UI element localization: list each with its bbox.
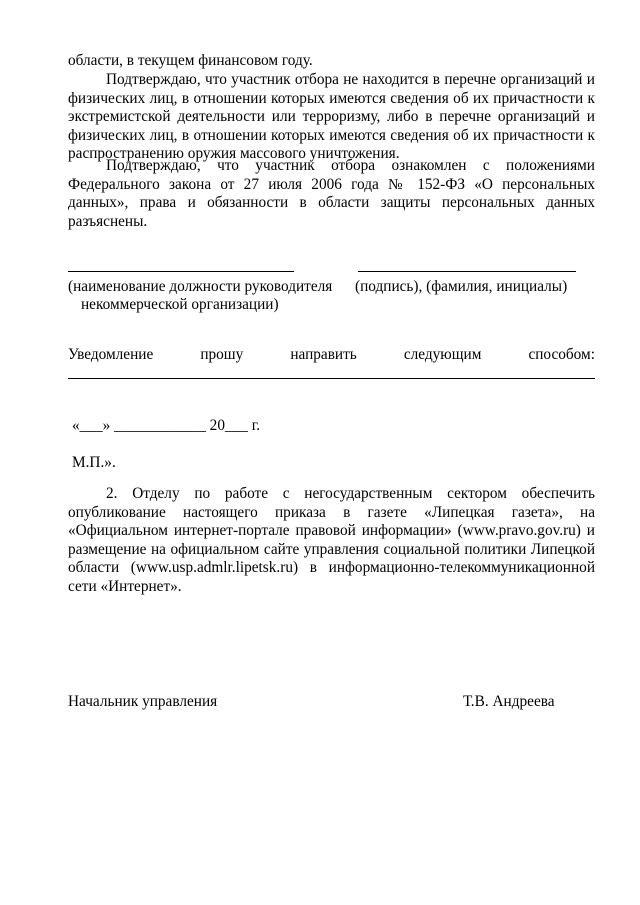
notification-word: следующим: [403, 346, 482, 363]
position-caption: (наименование должности руководителя: [68, 278, 333, 295]
head-name: Т.В. Андреева: [463, 693, 555, 710]
paragraph-extremism-confirmation: Подтверждаю, что участник отбора не находится в перечне организаций и физических лиц, в отношении которых имеются сведения об их причастности к экстремистской деятельности или терроризму, либо в перечне организаций и физических лиц, в отношении которых имеются сведения об их причастности к распространению оружия массового уничтожения.: [68, 71, 595, 163]
paragraph-fiscal-year: области, в текущем финансовом году.: [68, 52, 313, 69]
paragraph-publication-order: 2. Отделу по работе с негосударственным сектором обеспечить опубликование настоящего приказа в газете «Липецкая газета», на «Официальном интернет-портале правовой информации» (www.pravo.gov.ru) и размещение на официальном сайте управления социальной политики Липецкой области (www.usp.admlr.lipetsk.ru) в информационно-телекоммуникационной сети «Интернет».: [68, 485, 595, 595]
date-line: «___» ____________ 20___ г.: [72, 417, 261, 434]
notification-method-line: [68, 378, 595, 379]
notification-request: [68, 346, 595, 364]
notification-word: направить: [290, 346, 357, 363]
name-signature-line: [358, 271, 576, 272]
signature-name-caption: (подпись), (фамилия, инициалы): [355, 278, 568, 295]
position-signature-line: [68, 271, 294, 272]
stamp-placeholder: М.П.».: [72, 454, 116, 471]
notification-word: Уведомление: [68, 346, 154, 363]
paragraph-personal-data-confirmation: Подтверждаю, что участник отбора ознакомлен с положениями Федерального закона от 27 июля 2006 года № 152-ФЗ «О персональных данных», права и обязанности в области защиты персональных данных разъяснены.: [68, 157, 595, 230]
organization-caption: некоммерческой организации): [81, 296, 279, 313]
notification-word: прошу: [200, 346, 244, 363]
head-position: Начальник управления: [68, 693, 218, 710]
notification-word: способом:: [528, 346, 595, 363]
